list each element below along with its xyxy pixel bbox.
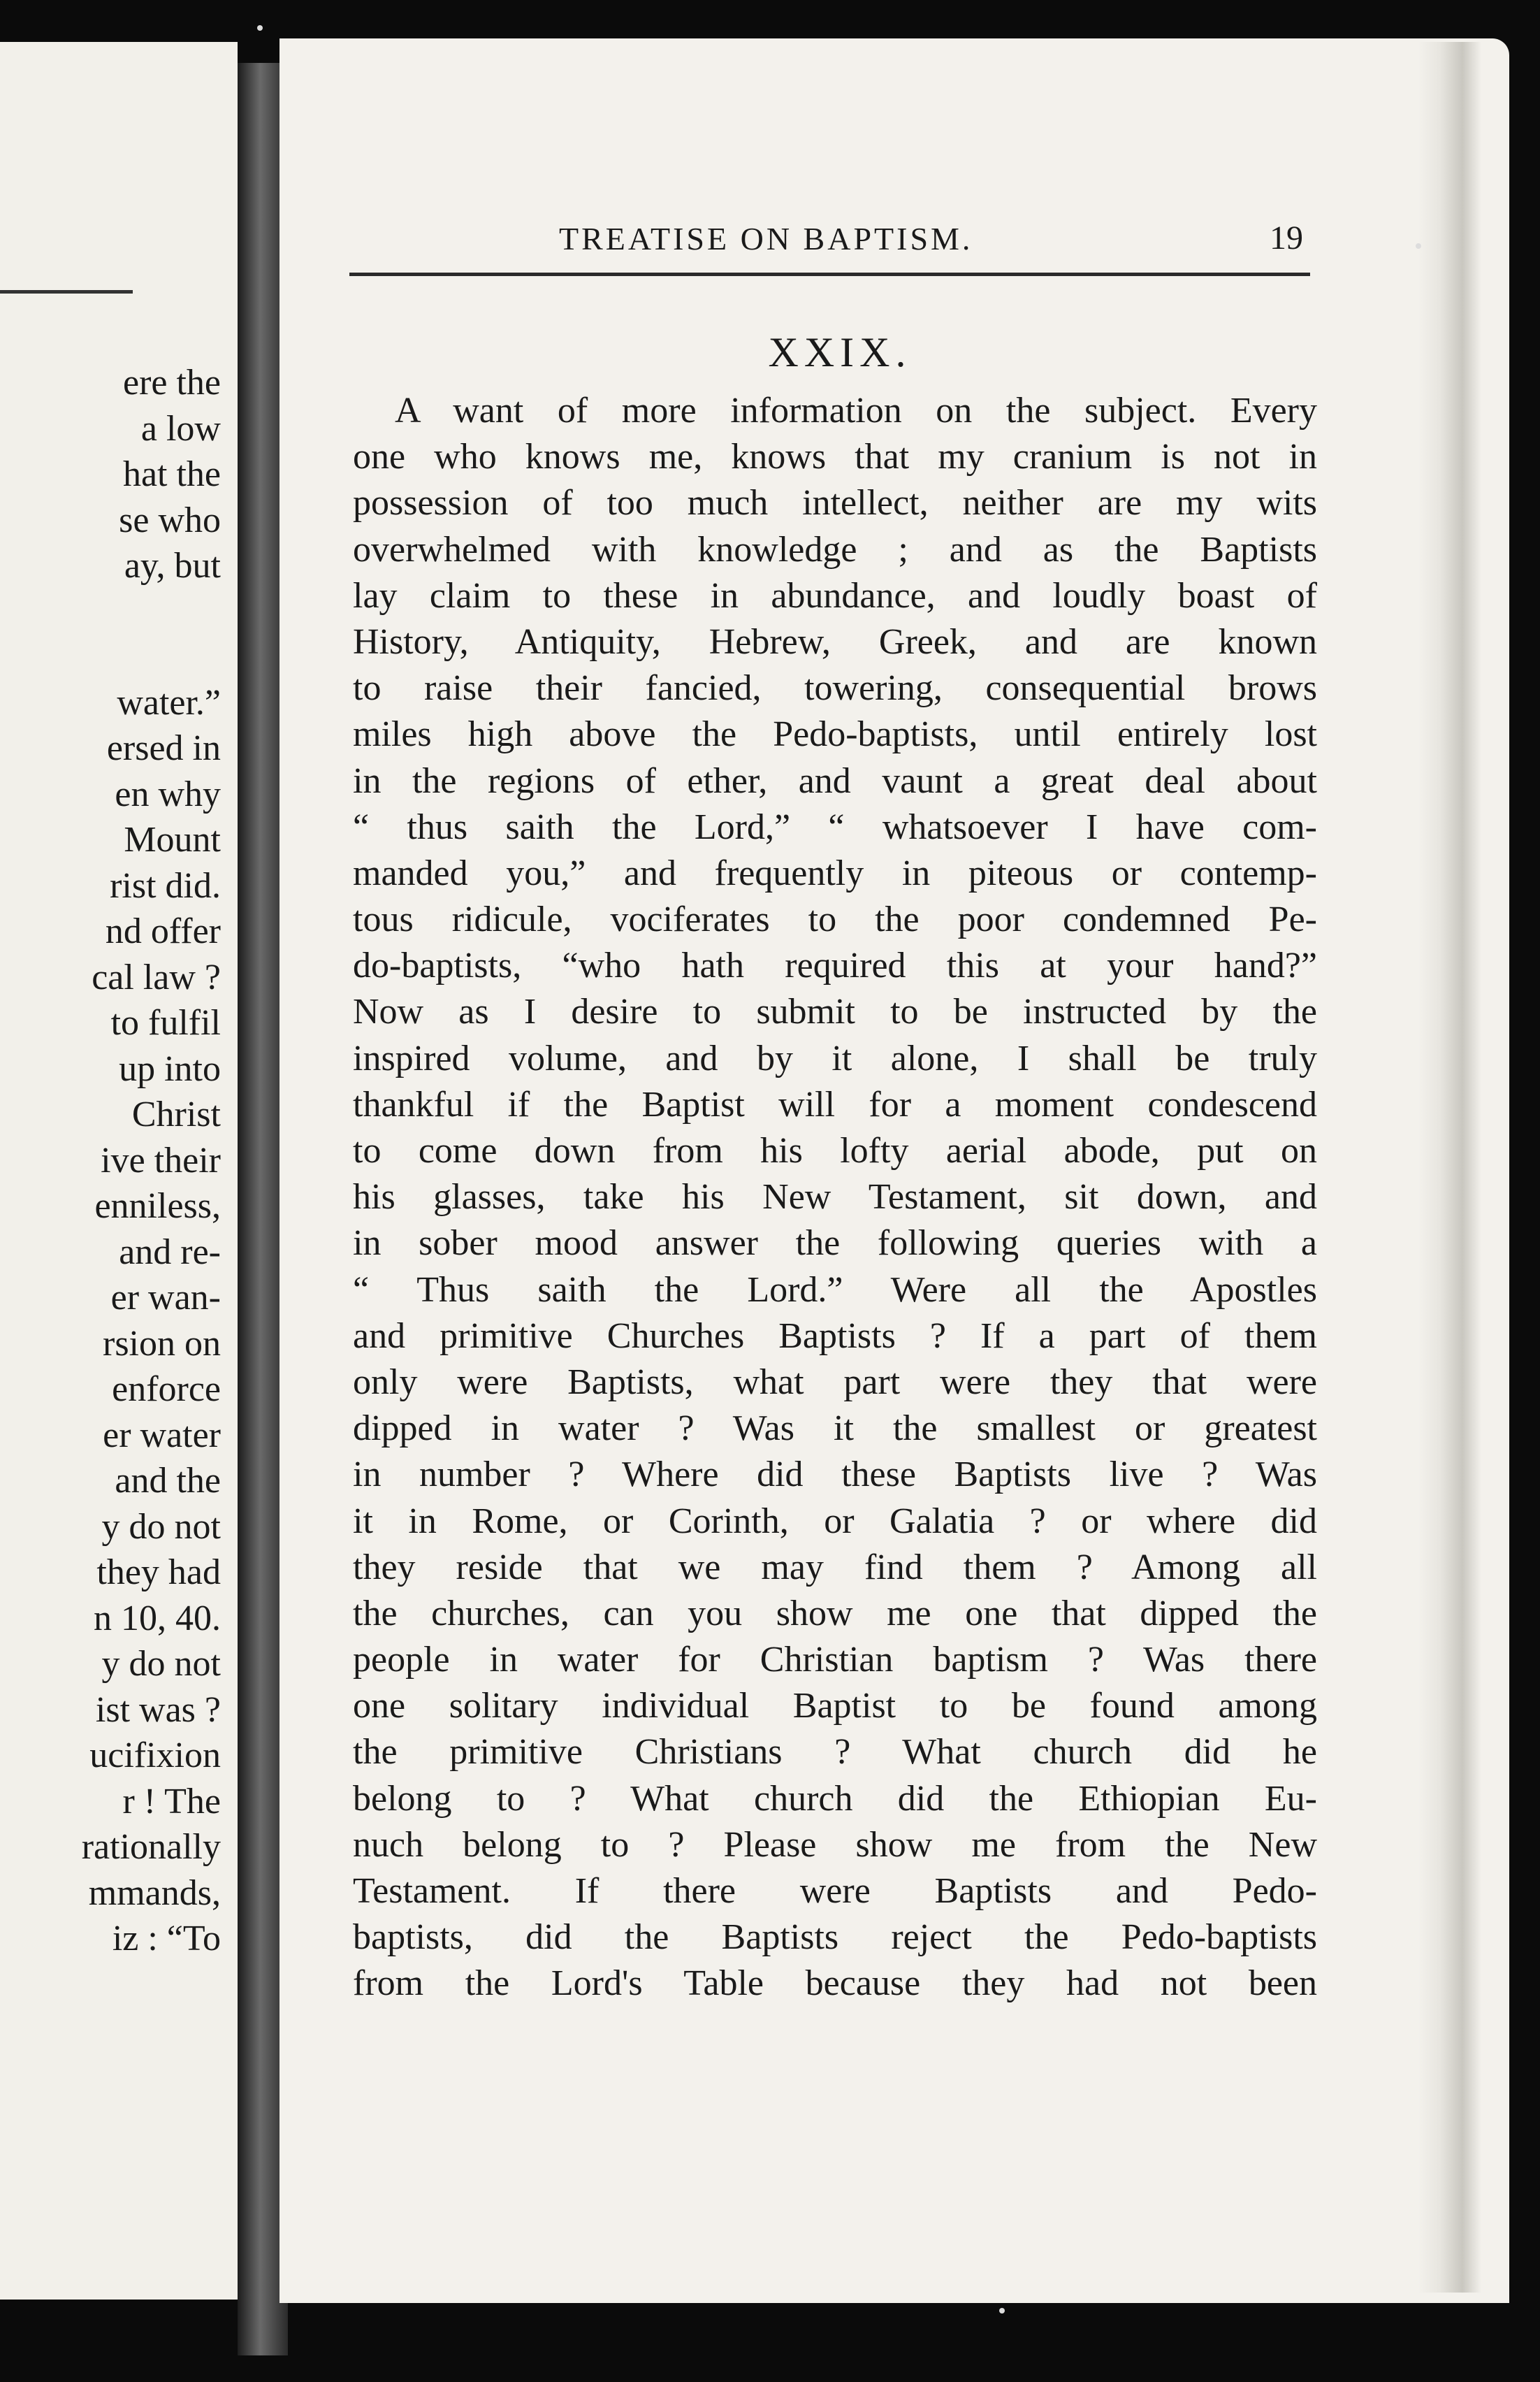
text-line: and primitive Churches Baptists ? If a part of them	[353, 1315, 1317, 1356]
text-line: the churches, can you show me one that dipped the	[353, 1593, 1317, 1633]
text-line: “ thus saith the Lord,” “ whatsoever I have com-	[353, 807, 1317, 847]
left-line: rist did.	[110, 865, 221, 906]
text-line: people in water for Christian baptism ? Was there	[353, 1640, 1317, 1680]
text-line: to raise their fancied, towering, consequential brows	[353, 668, 1317, 709]
text-line: possession of too much intellect, neither are my wits	[353, 483, 1317, 524]
left-line: up into	[119, 1048, 221, 1089]
left-line: ere the	[122, 363, 221, 403]
left-page-text	[82, 360, 221, 1962]
left-line: enniless,	[94, 1186, 221, 1226]
text-line: overwhelmed with knowledge ; and as the Baptists	[353, 529, 1317, 570]
text-line: they reside that we may find them ? Among all	[353, 1547, 1317, 1587]
text-line: thankful if the Baptist will for a moment condescend	[353, 1084, 1317, 1125]
text-line: History, Antiquity, Hebrew, Greek, and are known	[353, 621, 1317, 662]
left-line: iz : “To	[112, 1919, 221, 1958]
left-line: a low	[140, 408, 221, 449]
page-header	[349, 213, 1310, 276]
text-line: “ Thus saith the Lord.” Were all the Apostles	[353, 1269, 1317, 1310]
text-line: his glasses, take his New Testament, sit down, and	[353, 1177, 1317, 1218]
text-line: one solitary individual Baptist to be found among	[353, 1686, 1317, 1726]
text-line: baptists, did the Baptists reject the Pedo-baptists	[353, 1917, 1317, 1958]
left-line: rationally	[81, 1827, 221, 1867]
text-line: do-baptists, “who hath required this at your hand?”	[353, 946, 1317, 986]
left-line: enforce	[112, 1369, 221, 1409]
scan-speck	[999, 2308, 1005, 2314]
left-line: Mount	[124, 820, 221, 860]
text-line: from the Lord's Table because they had not been	[353, 1963, 1317, 2004]
left-line: to fulfil	[110, 1003, 221, 1043]
left-line: mmands,	[88, 1872, 221, 1913]
text-line: dipped in water ? Was it the smallest or greatest	[353, 1408, 1317, 1449]
text-line: lay claim to these in abundance, and loudly boast of	[353, 575, 1317, 616]
text-line: belong to ? What church did the Ethiopian Eu-	[353, 1778, 1317, 1819]
page-number: 19	[1270, 219, 1303, 257]
left-line: ucifixion	[89, 1735, 221, 1775]
text-line: A want of more information on the subject. Every	[395, 391, 1317, 431]
left-line: en why	[115, 774, 221, 814]
left-line: er water	[103, 1415, 221, 1455]
left-line: rsion on	[103, 1323, 221, 1364]
left-line: ive their	[101, 1140, 221, 1181]
left-line: ay, but	[124, 546, 221, 586]
text-line: Testament. If there were Baptists and Pedo-	[353, 1871, 1317, 1911]
text-line: the primitive Christians ? What church did he	[353, 1732, 1317, 1773]
left-line: se who	[119, 500, 221, 540]
left-line: nd offer	[105, 911, 221, 951]
running-head: TREATISE ON BAPTISM.	[559, 221, 973, 257]
left-line: y do not	[101, 1506, 221, 1547]
left-header-rule	[0, 290, 133, 294]
left-line: r ! The	[122, 1781, 221, 1821]
left-gap	[82, 589, 221, 680]
left-line: hat the	[122, 454, 221, 494]
text-line: in the regions of ether, and vaunt a great deal about	[353, 760, 1317, 801]
left-line: Christ	[131, 1095, 221, 1134]
text-line: in sober mood answer the following queries with a	[353, 1223, 1317, 1264]
left-line: they had	[96, 1552, 221, 1592]
left-line: and the	[115, 1461, 221, 1501]
text-line: Now as I desire to submit to be instructed by the	[353, 992, 1317, 1032]
left-page	[0, 42, 238, 2300]
left-line: er wan-	[110, 1278, 221, 1318]
body-text	[353, 388, 1317, 2007]
text-line: manded you,” and frequently in piteous or contemp-	[353, 853, 1317, 893]
text-line: inspired volume, and by it alone, I shall be truly	[353, 1038, 1317, 1078]
left-line: y do not	[101, 1644, 221, 1684]
scan-speck	[257, 25, 263, 31]
text-line: it in Rome, or Corinth, or Galatia ? or where did	[353, 1501, 1317, 1541]
left-line: ist was ?	[95, 1689, 221, 1730]
text-line: nuch belong to ? Please show me from the New	[353, 1824, 1317, 1865]
section-heading: XXIX.	[768, 329, 912, 375]
left-line: n 10, 40.	[94, 1598, 221, 1638]
text-line: to come down from his lofty aerial abode, put on	[353, 1131, 1317, 1171]
left-line: and re-	[119, 1232, 221, 1272]
text-line: only were Baptists, what part were they that were	[353, 1362, 1317, 1402]
scan-speck	[1416, 243, 1421, 249]
page-edge-shadow	[1418, 42, 1481, 2293]
text-line: miles high above the Pedo-baptists, until entirely lost	[353, 714, 1317, 755]
text-line: tous ridicule, vociferates to the poor condemned Pe-	[353, 900, 1317, 940]
left-line: ersed in	[106, 728, 221, 768]
left-line: cal law ?	[92, 957, 221, 997]
text-line: in number ? Where did these Baptists live ? Was	[353, 1455, 1317, 1495]
left-line: water.”	[117, 682, 221, 723]
text-line: one who knows me, knows that my cranium is not in	[353, 437, 1317, 477]
